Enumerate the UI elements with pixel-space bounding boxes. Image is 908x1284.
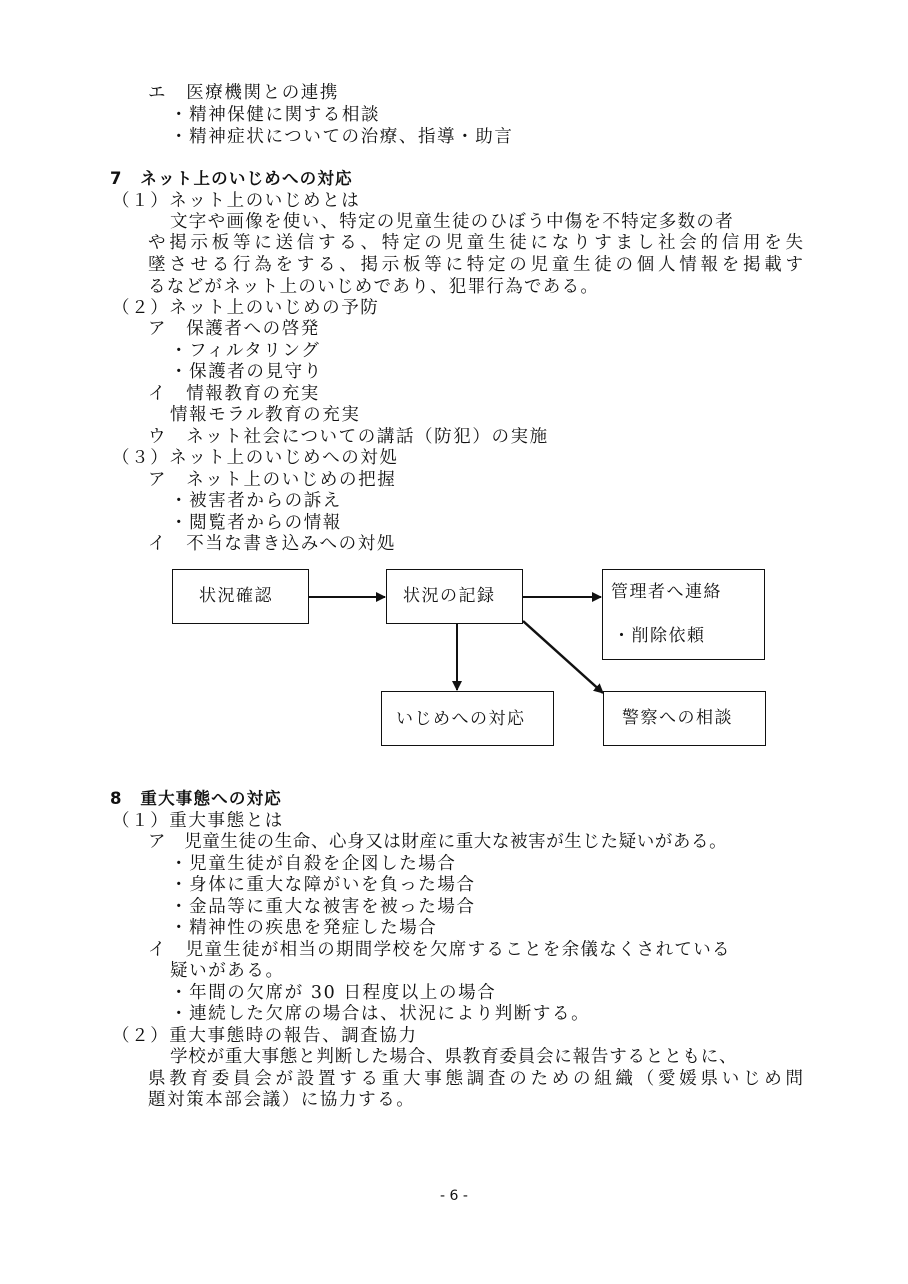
sec7-2-a-bullet-1: ・フィルタリング	[170, 341, 321, 361]
sec7-2-i: イ 情報教育の充実	[148, 384, 320, 404]
sec7-2-a: ア 保護者への啓発	[148, 319, 320, 339]
flow-box-record-label: 状況の記録	[403, 586, 496, 606]
sec8-1-a-bullet-1: ・児童生徒が自殺を企図した場合	[170, 854, 457, 874]
sec-e-bullet-1: ・精神保健に関する相談	[170, 105, 381, 125]
sec7-1-para-line-3: 墜させる行為をする、掲示板等に特定の児童生徒の個人情報を掲載す	[148, 255, 803, 275]
sec8-1-a-bullet-3: ・金品等に重大な被害を被った場合	[170, 897, 476, 917]
sec7-1-para-line-1: 文字や画像を使い、特定の児童生徒のひぼう中傷を不特定多数の者	[170, 212, 734, 232]
sec7-2-title: （２）ネット上のいじめの予防	[112, 298, 380, 318]
page-number: - 6 -	[440, 1188, 468, 1204]
flow-box-police-label: 警察への相談	[622, 708, 733, 728]
arrow-record-to-police	[523, 621, 603, 693]
sec7-3-title: （３）ネット上のいじめへの対処	[112, 448, 399, 468]
sec8-2-title: （２）重大事態時の報告、調査協力	[112, 1026, 418, 1046]
sec-e-bullet-2: ・精神症状についての治療、指導・助言	[170, 127, 514, 147]
sec8-2-para-line-1: 学校が重大事態と判断した場合、県教育委員会に報告するとともに、	[170, 1047, 738, 1067]
section-7-heading: 7 ネット上のいじめへの対応	[110, 169, 353, 188]
flow-box-confirm-label: 状況確認	[199, 586, 273, 606]
sec7-1-para-line-2: や掲示板等に送信する、特定の児童生徒になりすまし社会的信用を失	[148, 233, 803, 253]
sec7-3-a-bullet-1: ・被害者からの訴え	[170, 491, 342, 511]
sec8-1-a-bullet-4: ・精神性の疾患を発症した場合	[170, 918, 438, 938]
sec8-1-i-continued: 疑いがある。	[170, 961, 285, 981]
sec7-3-a: ア ネット上のいじめの把握	[148, 470, 397, 490]
sec7-3-a-bullet-2: ・閲覧者からの情報	[170, 513, 342, 533]
sec8-1-title: （１）重大事態とは	[112, 811, 284, 831]
sec7-2-a-bullet-2: ・保護者の見守り	[170, 362, 323, 382]
sec8-1-i-bullet-1: ・年間の欠席が 30 日程度以上の場合	[170, 983, 497, 1003]
sec7-1-title: （１）ネット上のいじめとは	[112, 191, 361, 211]
sec8-1-i-bullet-2: ・連続した欠席の場合は、状況により判断する。	[170, 1004, 591, 1024]
sec7-2-i-item: 情報モラル教育の充実	[170, 405, 361, 425]
sec7-1-para-line-4: るなどがネット上のいじめであり、犯罪行為である。	[148, 277, 600, 297]
sec-e-title: エ 医療機関との連携	[148, 83, 339, 103]
flow-box-admin-label: 管理者へ連絡	[611, 582, 722, 602]
flow-box-bully-label: いじめへの対応	[396, 709, 526, 729]
sec8-2-para-line-2: 県教育委員会が設置する重大事態調査のための組織（愛媛県いじめ問	[148, 1069, 803, 1089]
sec8-1-i: イ 児童生徒が相当の期間学校を欠席することを余儀なくされている	[148, 940, 731, 960]
sec8-1-a: ア 児童生徒の生命、心身又は財産に重大な被害が生じた疑いがある。	[148, 832, 728, 852]
section-8-heading: 8 重大事態への対応	[110, 789, 282, 808]
flow-box-admin-sub: ・削除依頼	[613, 626, 706, 646]
sec8-1-a-bullet-2: ・身体に重大な障がいを負った場合	[170, 875, 476, 895]
sec7-3-i: イ 不当な書き込みへの対処	[148, 534, 396, 554]
sec7-2-u: ウ ネット社会についての講話（防犯）の実施	[148, 427, 549, 447]
sec8-2-para-line-3: 題対策本部会議）に協力する。	[148, 1090, 416, 1110]
